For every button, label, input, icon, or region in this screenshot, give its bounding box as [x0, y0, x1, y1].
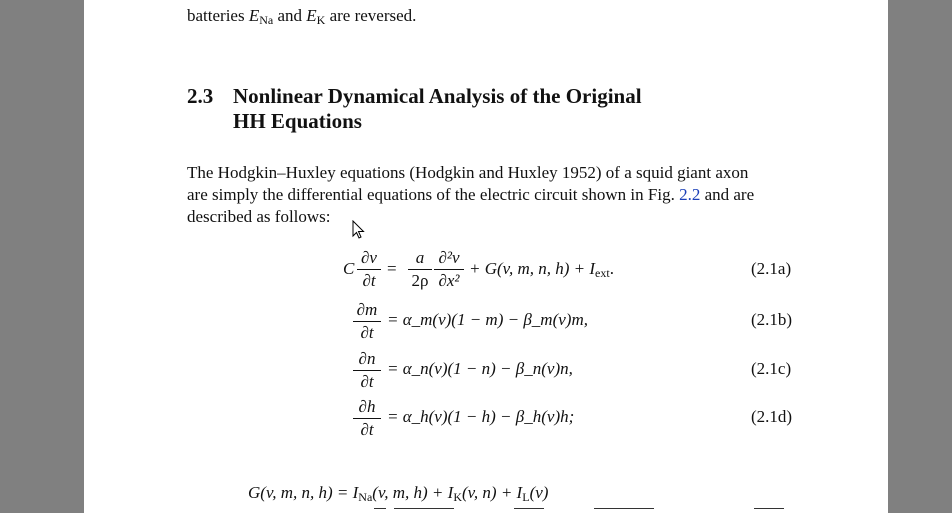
top-text-mid: and	[273, 6, 307, 25]
e-k-symbol: E	[306, 6, 317, 25]
paragraph-line2-pre: are simply the differential equations of the electric circuit shown in Fig.	[187, 185, 680, 204]
top-text-line	[187, 5, 416, 31]
eq-2-1a-frac-b	[434, 248, 464, 291]
eq-2-1a-lhs-frac	[357, 248, 381, 291]
fraction-bar	[357, 269, 381, 270]
eq-2-1c-rhs: = α_n(v)(1 − n) − β_n(v)n,	[387, 359, 573, 378]
eq-2-1d-rhs: = α_h(v)(1 − h) − β_h(v)h;	[387, 407, 575, 426]
eq-2-1a-lhs-den: ∂t	[362, 271, 376, 290]
eq-2-1a-number: (2.1a)	[751, 259, 792, 278]
fraction-bar	[434, 269, 464, 270]
fraction-bar	[353, 370, 381, 371]
eq-2-1a-rhs-sub: ext	[595, 266, 610, 280]
eq-2-1b-lhs-frac	[353, 300, 381, 343]
paragraph-line2	[187, 184, 754, 206]
document-page	[84, 0, 888, 513]
fraction-bar	[353, 321, 381, 322]
fraction-bar	[408, 269, 432, 270]
g-eq-k-args: (v, n) + I	[461, 483, 523, 502]
cut-off-next-line	[374, 508, 794, 513]
eq-2-1d-number: (2.1d)	[751, 407, 793, 426]
eq-2-1a-b-num: ∂²v	[438, 248, 460, 267]
g-eq-l-sub: L	[522, 490, 530, 504]
eq-2-1b-lhs-den: ∂t	[360, 323, 374, 342]
top-text-pre: batteries	[187, 6, 249, 25]
eq-2-1a-a-den: 2ρ	[411, 271, 429, 290]
g-eq-l-args: (v)	[529, 483, 549, 502]
eq-2-1b-lhs-num: ∂m	[356, 300, 378, 319]
eq-2-1a-equals: =	[387, 259, 397, 278]
section-title-line1: Nonlinear Dynamical Analysis of the Original	[233, 84, 642, 108]
eq-2-1d-lhs-frac	[353, 397, 381, 440]
e-k-subscript: K	[316, 13, 326, 27]
g-equation	[248, 483, 548, 505]
eq-2-1a-b-den: ∂x²	[438, 271, 460, 290]
eq-2-1d-lhs-num: ∂h	[358, 397, 376, 416]
paragraph-line2-post: and are	[700, 185, 755, 204]
eq-2-1a-rhs-rest: + G(v, m, n, h) + I	[469, 259, 596, 278]
paragraph-line3: described as follows:	[187, 207, 331, 226]
section-number: 2.3	[187, 84, 214, 108]
eq-2-1a-frac-a	[408, 248, 432, 291]
e-na-subscript: Na	[259, 13, 274, 27]
eq-2-1c-lhs-frac	[353, 349, 381, 392]
paragraph-line1: The Hodgkin–Huxley equations (Hodgkin and Huxley 1952) of a squid giant axon	[187, 163, 749, 182]
eq-2-1c-number: (2.1c)	[751, 359, 792, 378]
eq-2-1b-rhs: = α_m(v)(1 − m) − β_m(v)m,	[387, 310, 588, 329]
eq-2-1c-lhs-num: ∂n	[358, 349, 376, 368]
eq-2-1a-rhs-end: .	[609, 259, 614, 278]
e-na-symbol: E	[248, 6, 260, 25]
top-text-post: are reversed.	[325, 6, 417, 25]
eq-2-1a-a-num: a	[415, 248, 425, 267]
eq-2-1a-rhs	[469, 259, 614, 281]
figure-link[interactable]: 2.2	[679, 185, 701, 204]
g-eq-lhs: G(v, m, n, h) = I	[248, 483, 359, 502]
mouse-cursor-icon	[352, 220, 366, 245]
eq-2-1d-lhs-den: ∂t	[360, 420, 374, 439]
eq-2-1b-number: (2.1b)	[751, 310, 793, 329]
g-eq-na-sub: Na	[358, 490, 373, 504]
section-title-line2: HH Equations	[233, 109, 362, 133]
eq-2-1a-coef: C	[343, 259, 355, 278]
eq-2-1c-lhs-den: ∂t	[360, 372, 374, 391]
fraction-bar	[353, 418, 381, 419]
eq-2-1a-lhs-num: ∂v	[361, 248, 377, 267]
g-eq-na-args: (v, m, h) + I	[372, 483, 454, 502]
g-eq-k-sub: K	[453, 490, 462, 504]
